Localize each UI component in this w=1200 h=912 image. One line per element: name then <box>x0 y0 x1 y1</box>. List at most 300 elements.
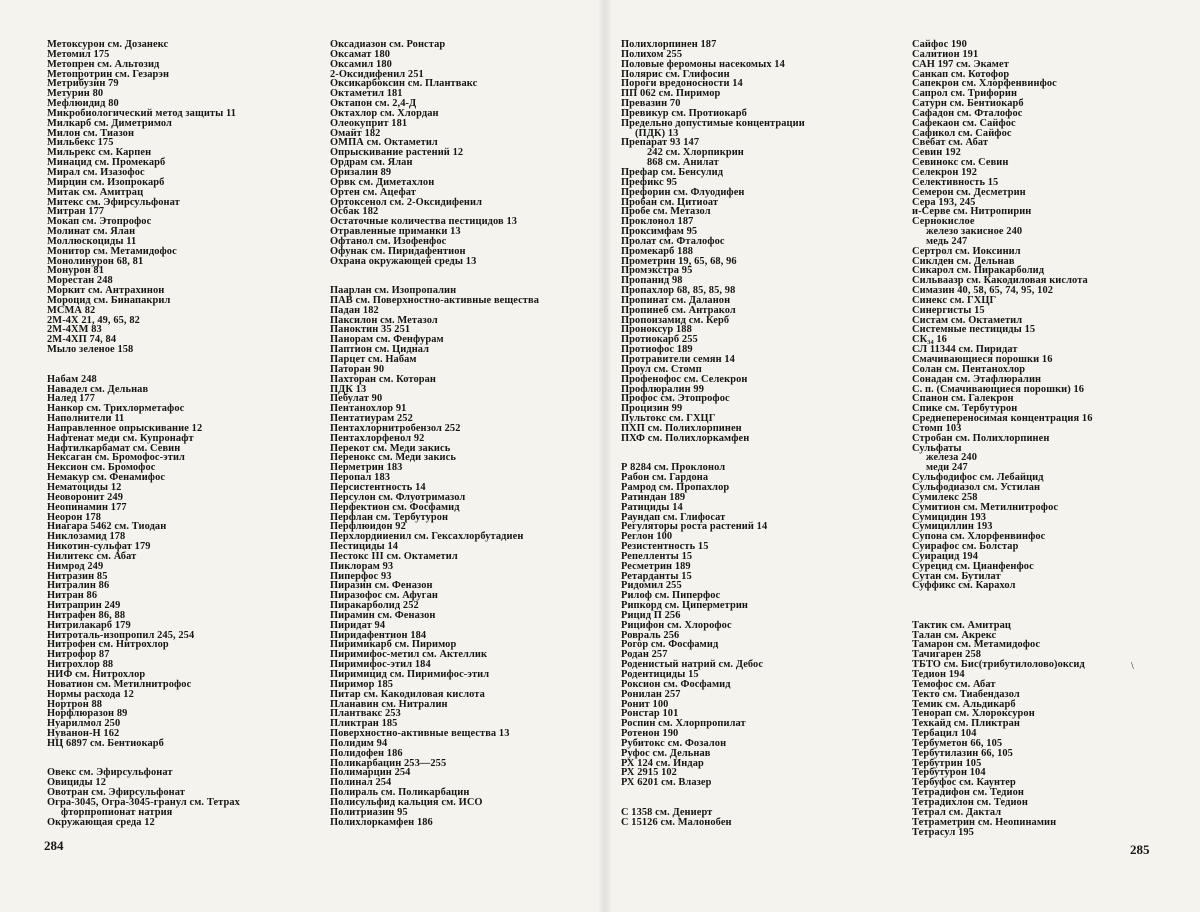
index-entry: Суффикс см. Карахол <box>912 580 1016 592</box>
index-entry: Половые феромоны насекомых 14 <box>621 58 785 70</box>
index-entry: Смачивающиеся порошки 16 <box>912 354 1053 365</box>
index-entry: Рубитокс см. Фозалон <box>621 737 727 749</box>
index-entry: фторпропионат натрия <box>61 806 173 818</box>
index-entry: Омайт 182 <box>330 127 381 139</box>
index-entry: Офтанол см. Изофенфос <box>330 235 447 247</box>
index-entry: Темофос см. Абат <box>912 678 996 690</box>
index-entry: Молинат см. Ялан <box>47 226 136 238</box>
entry-gap <box>330 266 620 276</box>
index-entry: Тетрал см. Дактал <box>912 806 1002 818</box>
index-entry: Спике см. Тербутурон <box>912 403 1018 415</box>
index-entry: Рицид П 256 <box>621 609 681 621</box>
index-entry: Нафтилкарбамат см. Севин <box>47 442 181 454</box>
index-entry: медь 247 <box>926 235 968 247</box>
index-entry: Роспин см. Хлорпропилат <box>621 718 746 730</box>
index-entry: Проноксур 188 <box>621 324 692 336</box>
index-entry: Метрибузин 79 <box>47 78 119 90</box>
index-entry: Мирал см. Изазофос <box>47 166 145 178</box>
index-entry: Пестокс III см. Октаметил <box>330 550 458 562</box>
index-entry: Сутан см. Бутилат <box>912 570 1001 582</box>
index-entry: Проклонол 187 <box>621 216 694 228</box>
index-entry: Метопрен см. Альтозид <box>47 58 160 70</box>
index-entry: Сульфодиазол см. Устилан <box>912 481 1041 493</box>
entry-gap <box>47 355 337 365</box>
index-entry: Префикс 95 <box>621 176 678 188</box>
index-entry: Реглон 100 <box>621 531 673 543</box>
index-entry: Рицифон см. Хлорофос <box>621 619 732 631</box>
index-entry: Систам см. Октаметил <box>912 314 1023 326</box>
index-entry: Нафтенат меди см. Купронафт <box>47 432 194 444</box>
index-entry: Моркит см. Антрахинон <box>47 285 165 297</box>
index-entry: Метомил 175 <box>47 48 110 60</box>
index-entry: Пиримифос-метил см. Актеллик <box>330 649 488 661</box>
index-entry: Монолинурон 68, 81 <box>47 255 144 267</box>
index-entry: Пахторан см. Которан <box>330 373 437 385</box>
index-entry: Пиразин см. Феназон <box>330 580 433 592</box>
index-entry: Пирамин см. Феназон <box>330 609 436 621</box>
index-entry: Предельно допустимые концентрации <box>621 117 805 129</box>
index-entry: Пиперфос 93 <box>330 570 392 582</box>
index-entry: Нитрафен 86, 88 <box>47 609 126 621</box>
index-entry: Пиракарболид 252 <box>330 600 419 612</box>
index-entry: Никлозамид 178 <box>47 531 126 543</box>
index-entry: Оксамат 180 <box>330 48 391 60</box>
index-entry: Метурин 80 <box>47 88 104 100</box>
index-entry: Сапекрон см. Хлорфенвинфос <box>912 78 1057 90</box>
index-entry: Ратиндан 189 <box>621 491 686 503</box>
index-entry: Селекрон 192 <box>912 166 978 178</box>
index-entry: Сульфаты <box>912 442 962 454</box>
index-entry: Проксимфам 95 <box>621 226 698 238</box>
index-entry: Ронит 100 <box>621 698 669 710</box>
index-entry: Пропинат см. Даланон <box>621 294 731 306</box>
index-entry: Тербутурон 104 <box>912 767 986 779</box>
index-entry: Перметрин 183 <box>330 462 403 474</box>
index-entry: железа 240 <box>926 452 978 464</box>
index-entry: Тетрадихлон см. Тедион <box>912 796 1028 808</box>
index-entry: Никотин-сульфат 179 <box>47 541 151 553</box>
index-entry: Пиридат 94 <box>330 619 386 631</box>
index-entry: Сафадон см. Фталофос <box>912 107 1023 119</box>
index-entry: Родан 257 <box>621 649 668 661</box>
index-entry: Сурецид см. Цианфенфос <box>912 560 1034 572</box>
index-entry: 868 см. Анилат <box>647 157 719 169</box>
index-entry: Падан 182 <box>330 304 379 316</box>
index-entry: Севинокс см. Севин <box>912 157 1009 169</box>
index-entry: Системные пестициды 15 <box>912 324 1036 336</box>
index-entry: Тедион 194 <box>912 669 965 680</box>
index-entry: Полидофен 186 <box>330 747 403 759</box>
index-entry: Суирафос см. Болстар <box>912 541 1019 553</box>
index-entry: Р 8284 см. Проклонол <box>621 462 726 474</box>
index-entry: Ресметрин 189 <box>621 560 691 572</box>
index-entry: Пиримифос-этил 184 <box>330 659 431 671</box>
index-entry: Симазин 40, 58, 65, 74, 95, 102 <box>912 285 1054 297</box>
index-entry: НЦ 6897 см. Бентиокарб <box>47 737 164 749</box>
index-entry: Руфос см. Дельнав <box>621 747 711 759</box>
index-entry: Октапон см. 2,4-Д <box>330 98 417 110</box>
index-entry: Тетрадифон см. Тедион <box>912 787 1024 799</box>
index-entry: Тетраметрин см. Неопинамин <box>912 816 1057 828</box>
entry-gap <box>912 591 1200 601</box>
index-entry: Препарат 93 147 <box>621 137 700 149</box>
index-entry: ПДК 13 <box>330 383 367 395</box>
index-entry: Тактик см. Амитрац <box>912 619 1011 631</box>
index-entry: Неорон 178 <box>47 511 102 523</box>
index-entry: Проул см. Стомп <box>621 363 702 375</box>
index-entry: железо закисное 240 <box>926 226 1023 238</box>
index-entry: Прометрин 19, 65, 68, 96 <box>621 255 737 267</box>
index-entry: Полихлоркамфен 186 <box>330 816 433 828</box>
index-entry: Роксион см. Фосфамид <box>621 678 731 690</box>
index-entry: Панорам см. Фенфурам <box>330 334 444 346</box>
index-entry: Профлюралин 99 <box>621 383 705 395</box>
index-entry: Протиофос 189 <box>621 344 693 356</box>
index-column-2 <box>330 40 620 828</box>
index-entry: Набам 248 <box>47 373 97 385</box>
index-entry: Префорин см. Флуодифен <box>621 186 745 198</box>
index-entry: Раундап см. Глифосат <box>621 511 726 523</box>
index-entry: Суирацид 194 <box>912 550 979 562</box>
index-entry: Плантвакс 253 <box>330 708 401 720</box>
index-entry: Паарлан см. Изопропалин <box>330 285 457 297</box>
index-entry: Сафикол см. Сайфос <box>912 127 1012 139</box>
index-entry: Нексаган см. Бромофос-этил <box>47 452 185 464</box>
index-entry: Нимрод 249 <box>47 560 104 572</box>
index-entry: Оксамил 180 <box>330 58 392 70</box>
index-entry: Полимарцин 254 <box>330 767 411 779</box>
index-entry: Ротенон 190 <box>621 728 679 740</box>
index-entry: Процизин 99 <box>621 403 683 415</box>
index-entry: Паксилон см. Метазол <box>330 314 438 326</box>
index-entry: Протиокарб 255 <box>621 334 698 346</box>
index-entry: Нитралин 86 <box>47 580 110 592</box>
index-entry: Неопинамин 177 <box>47 501 127 513</box>
index-entry: Нитрофор 87 <box>47 649 110 661</box>
index-entry: Отравленные приманки 13 <box>330 226 461 238</box>
index-entry: САН 197 см. Экамет <box>912 58 1009 70</box>
page-number-right: 285 <box>1130 842 1150 857</box>
index-entry: Мороцид см. Бинапакрил <box>47 294 171 306</box>
index-entry: Оксикарбоксин см. Плантвакс <box>330 78 478 90</box>
index-entry: Пликтран 185 <box>330 718 398 730</box>
index-entry: Митран 177 <box>47 206 105 218</box>
index-entry: Пентахлорнитробензол 252 <box>330 422 461 434</box>
index-entry: Мефлюидид 80 <box>47 98 119 110</box>
index-entry: Родентициды 15 <box>621 669 699 680</box>
index-entry: Пентатиурам 252 <box>330 413 413 425</box>
index-entry: Микробиологический метод защиты 11 <box>47 107 237 119</box>
index-entry: Октахлор см. Хлордан <box>330 107 439 119</box>
index-entry: Октаметил 181 <box>330 88 403 100</box>
index-entry: Полисульфид кальция см. ИСО <box>330 796 483 808</box>
index-entry: Метоксурон см. Дозанекс <box>47 39 169 50</box>
index-entry: Ридомил 255 <box>621 580 682 592</box>
index-entry: Превикур см. Протиокарб <box>621 107 747 119</box>
index-entry: Ордрам см. Ялан <box>330 157 413 169</box>
index-entry: Сера 193, 245 <box>912 196 976 208</box>
index-entry: СК₃₄ 16 <box>912 334 947 346</box>
index-entry: Пробе см. Метазол <box>621 206 711 218</box>
index-column-1 <box>47 40 337 828</box>
index-entry: Ортоксенол см. 2-Оксидифенил <box>330 196 483 208</box>
index-entry: Орвк см. Диметахлон <box>330 176 435 188</box>
index-entry: Пестициды 14 <box>330 541 399 553</box>
index-entry: Мокап см. Этопрофос <box>47 216 152 228</box>
index-entry: ОМПА см. Октаметил <box>330 137 438 149</box>
index-entry: Мыло зеленое 158 <box>47 344 134 356</box>
index-entry: С 1358 см. Дениерт <box>621 806 713 818</box>
index-entry: Пропинеб см. Антракол <box>621 304 736 316</box>
index-entry: Поликарбацин 253—255 <box>330 757 447 769</box>
index-entry: Парцет см. Набам <box>330 354 417 365</box>
index-entry: Олеокуприт 181 <box>330 117 408 129</box>
index-entry: Огра-3045, Огра-3045-гранул см. Тетрах <box>47 796 240 808</box>
index-entry: меди 247 <box>926 462 968 474</box>
index-entry: Полярис см. Глифосин <box>621 68 730 80</box>
index-entry: Тенорап см. Хлороксурон <box>912 708 1035 720</box>
index-entry: Планавин см. Нитралин <box>330 698 448 710</box>
index-entry: Паптион см. Циднал <box>330 344 430 356</box>
index-entry: Овициды 12 <box>47 777 107 789</box>
index-entry: Нанкор см. Трихлорметафос <box>47 403 185 415</box>
index-entry: Нитрофен см. Нитрохлор <box>47 639 169 651</box>
index-entry: Митак см. Амитрац <box>47 186 144 198</box>
index-entry: Санкап см. Котофор <box>912 68 1010 80</box>
index-column-3 <box>621 40 911 828</box>
index-entry: Пиримор 185 <box>330 678 394 690</box>
index-entry: Пиримикарб см. Пиримор <box>330 639 457 651</box>
entry-gap <box>47 749 337 759</box>
index-entry: Рипкорд см. Циперметрин <box>621 600 749 612</box>
index-entry: Нормы расхода 12 <box>47 688 134 700</box>
index-entry: Тербуметон 66, 105 <box>912 737 1003 749</box>
index-entry: ПХФ см. Полихлоркамфен <box>621 432 750 444</box>
index-entry: Ронилан 257 <box>621 688 681 700</box>
index-entry: Тербутилазин 66, 105 <box>912 747 1013 759</box>
index-entry: Немакур см. Фенамифос <box>47 472 166 484</box>
index-entry: Свебат см. Абат <box>912 137 989 149</box>
index-entry: Перхлордииенил см. Гексахлорбутадиен <box>330 531 524 543</box>
index-entry: Метопротрин см. Гезарэн <box>47 68 170 80</box>
index-entry: Промекарб 188 <box>621 245 694 257</box>
index-entry: Тамарон см. Метамидофос <box>912 639 1041 651</box>
index-entry: Сапрол см. Трифорин <box>912 88 1018 100</box>
index-entry: Морестан 248 <box>47 275 113 287</box>
index-entry: Пебулат 90 <box>330 393 383 405</box>
index-entry: Тербацил 104 <box>912 728 977 740</box>
index-entry: Мильбекс 175 <box>47 137 114 149</box>
index-entry: Техкайд см. Пликтран <box>912 718 1020 730</box>
index-entry: Нуванон-Н 162 <box>47 728 120 740</box>
index-entry: Синекс см. ГХЦГ <box>912 294 997 306</box>
index-entry: Персулон см. Флуотримазол <box>330 491 466 503</box>
index-entry: Ровраль 256 <box>621 629 680 641</box>
index-entry: Мильрекс см. Карпен <box>47 147 152 159</box>
index-entry: Перопал 183 <box>330 472 391 484</box>
index-entry: Опрыскивание растений 12 <box>330 147 464 159</box>
index-entry: Севин 192 <box>912 147 961 159</box>
index-entry: Сумицидин 193 <box>912 511 987 523</box>
index-entry: Пентанохлор 91 <box>330 403 407 415</box>
index-entry: Минацид см. Промекарб <box>47 157 166 169</box>
index-entry: 2-Оксидифенил 251 <box>330 68 424 80</box>
index-entry: Сикарол см. Пиракарболид <box>912 265 1045 277</box>
index-entry: Полидим 94 <box>330 737 388 749</box>
index-entry: Милкарб см. Диметримол <box>47 117 172 129</box>
index-entry: Ортен см. Ацефат <box>330 186 416 198</box>
index-entry: Стомп 103 <box>912 422 962 434</box>
index-entry: Протравители семян 14 <box>621 354 735 365</box>
index-entry: ПХП см. Полихлорпинен <box>621 422 742 434</box>
index-entry: Пропанид 98 <box>621 275 683 287</box>
index-entry: ПП 062 см. Пиримор <box>621 88 721 100</box>
index-column-4 <box>912 40 1200 837</box>
index-entry: Среднепереносимая концентрация 16 <box>912 413 1093 425</box>
index-entry: Пролат см. Фталофос <box>621 235 725 247</box>
index-entry: СЛ 11344 см. Пиридат <box>912 344 1018 356</box>
index-entry: Монурон 81 <box>47 265 104 277</box>
index-entry: Политриазин 95 <box>330 806 408 818</box>
index-entry: Пробан см. Цитиоат <box>621 196 719 208</box>
index-entry: Овекс см. Эфирсульфонат <box>47 767 173 779</box>
index-entry: Поверхностно-активные вещества 13 <box>330 728 510 740</box>
index-entry: Рилоф см. Пиперфос <box>621 590 721 602</box>
index-entry: Питар см. Какодиловая кислота <box>330 688 485 700</box>
index-entry: Полихом 255 <box>621 48 683 60</box>
index-entry: Монитор см. Метамидофос <box>47 245 177 257</box>
index-entry: Направленное опрыскивание 12 <box>47 422 203 434</box>
index-entry: Перенокс см. Меди закись <box>330 452 456 464</box>
index-entry: Перекот см. Меди закись <box>330 442 451 454</box>
index-entry: Ратициды 14 <box>621 501 683 513</box>
index-entry: Нуарилмол 250 <box>47 718 121 730</box>
index-entry: Налед 177 <box>47 393 96 405</box>
index-entry: Пропахлор 68, 85, 85, 98 <box>621 285 736 297</box>
index-entry: Пиразофос см. Афуган <box>330 590 438 602</box>
index-entry: Сумилекс 258 <box>912 491 978 503</box>
index-entry: Нилитекс см. Абат <box>47 550 137 562</box>
index-entry: Сиклден см. Дельнав <box>912 255 1015 267</box>
index-entry: Семерон см. Десметрин <box>912 186 1026 198</box>
index-entry: Тетрасул 195 <box>912 826 974 838</box>
index-entry: Норфлюразон 89 <box>47 708 128 720</box>
index-entry: Пропоизамид см. Керб <box>621 314 730 326</box>
index-entry: Роденистый натрий см. Дебос <box>621 659 764 671</box>
entry-gap <box>621 444 911 454</box>
index-entry: Нитрилакарб 179 <box>47 619 131 631</box>
index-entry: Префар см. Бенсулид <box>621 166 724 178</box>
index-entry: Стробан см. Полихлорпинен <box>912 432 1050 444</box>
index-entry: Офунак см. Пиридафентион <box>330 245 466 257</box>
index-entry: Остаточные количества пестицидов 13 <box>330 216 518 228</box>
index-entry: Новатион см. Метилнитрофос <box>47 678 192 690</box>
index-entry: Моллюскоциды 11 <box>47 235 137 247</box>
index-entry: Охрана окружающей среды 13 <box>330 255 477 267</box>
index-entry: Пентахлорфенол 92 <box>330 432 425 444</box>
page-number-left: 284 <box>44 838 64 853</box>
index-entry: Пультокс см. ГХЦГ <box>621 413 716 425</box>
index-entry: Рамрод см. Пропахлор <box>621 481 730 493</box>
index-entry: Перфлан см. Тербутурон <box>330 511 449 523</box>
index-entry: Сумициллин 193 <box>912 521 993 533</box>
index-entry: Нематоциды 12 <box>47 481 122 493</box>
index-entry: Паноктин 35 251 <box>330 324 411 336</box>
index-entry: Пиклорам 93 <box>330 560 394 572</box>
index-entry: 2М-4ХП 74, 84 <box>47 334 117 346</box>
index-entry: Сертрол см. Иоксинил <box>912 245 1021 257</box>
index-entry: Полираль см. Поликарбацин <box>330 787 470 799</box>
index-entry: Пиримицид см. Пиримифос-этил <box>330 669 490 680</box>
index-entry: Нитрохлор 88 <box>47 659 114 671</box>
index-entry: ПАВ см. Поверхностно-активные вещества <box>330 294 540 306</box>
index-entry: Пиридафентион 184 <box>330 629 427 641</box>
index-entry: 2М-4Х 21, 49, 65, 82 <box>47 314 140 326</box>
stray-mark: \ <box>1131 661 1134 672</box>
index-entry: Полинал 254 <box>330 777 392 789</box>
index-entry: Нексион см. Бромофос <box>47 462 156 474</box>
index-entry: Темик см. Альдикарб <box>912 698 1016 710</box>
index-entry: Неоворонит 249 <box>47 491 124 503</box>
index-entry: Сатурн см. Бентиокарб <box>912 98 1024 110</box>
index-entry: Превазин 70 <box>621 98 681 110</box>
index-entry: РХ 124 см. Индар <box>621 757 704 769</box>
index-entry: Репелленты 15 <box>621 550 693 562</box>
index-entry: Пороги вредоносности 14 <box>621 78 743 90</box>
index-entry: Нитран 86 <box>47 590 98 602</box>
index-entry: Навадел см. Дельнав <box>47 383 149 395</box>
index-entry: Овотран см. Эфирсульфонат <box>47 787 185 799</box>
index-entry: Рогор см. Фосфамид <box>621 639 719 651</box>
index-entry: НИФ см. Нитрохлор <box>47 669 146 680</box>
index-entry: Талан см. Акрекс <box>912 629 997 641</box>
index-entry: Персистентность 14 <box>330 481 426 493</box>
index-entry: Профенофос см. Селекрон <box>621 373 748 385</box>
index-entry: Регуляторы роста растений 14 <box>621 521 768 533</box>
index-entry: Осбак 182 <box>330 206 379 218</box>
index-entry: Сернокислое <box>912 216 975 228</box>
entry-gap <box>912 601 1200 611</box>
index-entry: Сонадан см. Этафлюралин <box>912 373 1042 385</box>
index-entry: Оризалин 89 <box>330 166 392 178</box>
index-entry: Полихлорпинен 187 <box>621 39 717 50</box>
index-entry: Перфлюидон 92 <box>330 521 406 533</box>
index-entry: ТБТО см. Бис(трибутилолово)оксид <box>912 659 1085 671</box>
index-entry: Милон см. Тиазон <box>47 127 135 139</box>
index-entry: Ретарданты 15 <box>621 570 692 582</box>
index-entry: Салитион 191 <box>912 48 979 60</box>
index-entry: Нортрон 88 <box>47 698 103 710</box>
entry-gap <box>621 788 911 798</box>
index-entry: РХ 2915 102 <box>621 767 677 779</box>
index-entry: Нитраприн 249 <box>47 600 121 612</box>
index-entry: Нитроталь-изопропил 245, 254 <box>47 629 195 641</box>
index-entry: Резистентность 15 <box>621 541 709 553</box>
index-entry: Перфектион см. Фосфамид <box>330 501 460 513</box>
index-entry: Окружающая среда 12 <box>47 816 155 828</box>
index-entry: Ниагара 5462 см. Тиодан <box>47 521 167 533</box>
index-entry: Ронстар 101 <box>621 708 679 720</box>
index-entry: МСМА 82 <box>47 304 96 316</box>
index-entry: Нитразин 85 <box>47 570 108 582</box>
index-entry: Сайфос 190 <box>912 39 967 50</box>
index-entry: РХ 6201 см. Влазер <box>621 777 712 789</box>
index-entry: Наполнители 11 <box>47 413 125 425</box>
index-entry: Тачигарен 258 <box>912 649 982 661</box>
index-entry: 2М-4ХМ 83 <box>47 324 102 336</box>
index-entry: Оксадиазон см. Ронстар <box>330 39 446 50</box>
index-entry: Сафекаон см. Сайфос <box>912 117 1016 129</box>
